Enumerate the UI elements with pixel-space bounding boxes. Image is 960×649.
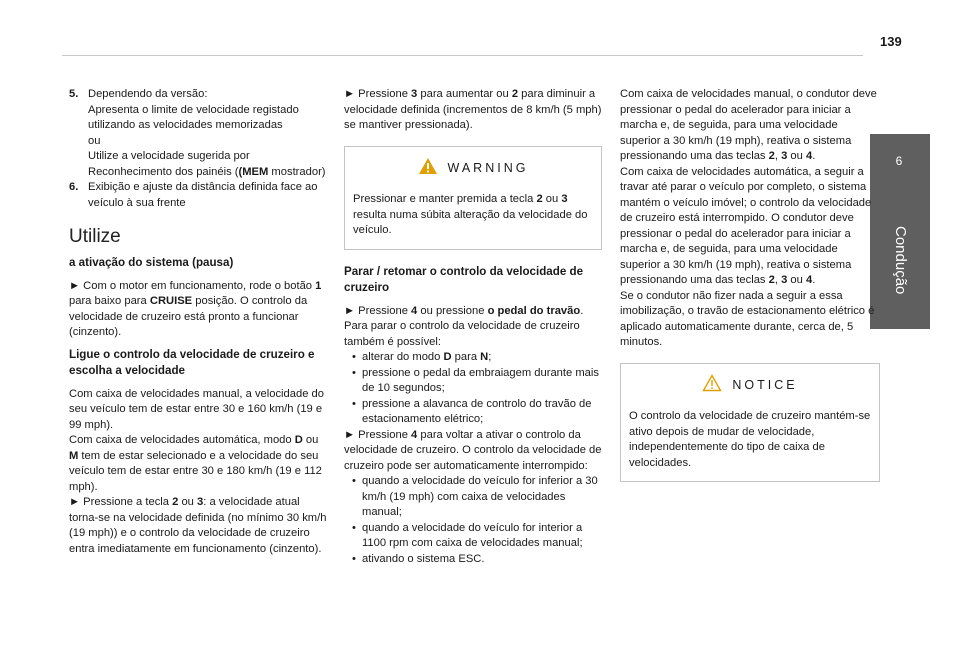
subheading: a ativação do sistema (pausa)	[69, 255, 234, 269]
notice-box	[620, 363, 880, 483]
bullet-list	[344, 474, 602, 567]
page-number: 139	[880, 34, 902, 49]
paragraph: Com caixa de velocidades manual, o condutor deve pressionar o pedal do acelerador para iniciar a marcha e, de seguida, para uma velocidade superior a 30 km/h (19 mph), reativa o sistema pressionando uma das teclas 2, 3 ou 4.	[620, 88, 877, 162]
bullet-list	[344, 350, 602, 428]
column-1	[69, 87, 327, 557]
column-2	[344, 87, 602, 567]
list-item: • ativando o sistema ESC.	[344, 552, 602, 568]
item-text: Apresenta o limite de velocidade registado utilizando as velocidades memorizadas	[88, 103, 299, 131]
chapter-title: Condução	[892, 226, 909, 295]
column-3	[620, 87, 880, 496]
section-heading: Utilize	[69, 226, 121, 247]
paragraph: Com caixa de velocidades automática, modo D ou M tem de estar selecionado e a velocidade do seu veículo tem de estar entre 30 e 180 km/h (19 e 112 mph).	[69, 434, 322, 493]
item-text: Utilize a velocidade sugerida por Reconhecimento dos painéis ((MEM mostrador)	[88, 150, 326, 178]
paragraph: Com caixa de velocidades automática, a seguir a travar até parar o veículo por completo, o sistema mantém o veículo imóvel; o controlo da velocidade de cruzeiro está interrompido. O condutor deve pressionar o pedal do acelerador para iniciar a marcha e, de seguida, para uma velocidade superior a 30 km/h (19 mph), reativa o sistema pressionando uma das teclas 2, 3 ou 4.	[620, 165, 872, 286]
notice-title: NOTICE	[732, 377, 798, 392]
list-item: • pressione o pedal da embraiagem durante mais de 10 segundos;	[344, 366, 602, 397]
notice-text: O controlo da velocidade de cruzeiro mantém-se ativo depois de mudar de velocidade, independentemente do tipo de caixa de velocidades.	[629, 410, 871, 469]
notice-header	[629, 374, 871, 398]
list-item-6	[69, 180, 327, 211]
list-item: • pressione a alavanca de controlo do travão de estacionamento elétrico;	[344, 397, 602, 428]
list-item: • quando a velocidade do veículo for interior a 1100 rpm com caixa de velocidades manual;	[344, 521, 602, 552]
list-item: • quando a velocidade do veículo for inferior a 30 km/h (19 mph) com caixa de velocidades manual;	[344, 474, 602, 521]
item-number: 5.	[69, 88, 79, 100]
subheading: Parar / retomar o controlo da velocidade de cruzeiro	[344, 264, 584, 294]
paragraph: Com caixa de velocidades manual, a velocidade do seu veículo tem de estar entre 30 e 160 km/h (19 e 99 mph).	[69, 387, 324, 431]
paragraph: ► Pressione 4 ou pressione o pedal do travão. Para parar o controlo da velocidade de cruzeiro também é possível:	[344, 304, 584, 348]
item-text: Dependendo da versão:	[88, 88, 208, 100]
header-divider	[62, 55, 863, 56]
warning-header	[353, 157, 593, 181]
paragraph: ► Pressione a tecla 2 ou 3: a velocidade atual torna-se na velocidade definida (no mínimo 30 km/h (19 mph)) e o controlo da velocidade de cruzeiro entra imediatamente em funcionamento (cinzento).	[69, 496, 327, 555]
paragraph: Se o condutor não fizer nada a seguir a essa imobilização, o travão de estacionamento elétrico é aplicado automaticamente durante, cerca de, 5 minutos.	[620, 289, 875, 348]
chapter-number: 6	[895, 154, 903, 168]
warning-box	[344, 146, 602, 250]
list-item-5	[69, 87, 327, 180]
item-number: 6.	[69, 181, 79, 193]
paragraph: ► Pressione 3 para aumentar ou 2 para diminuir a velocidade definida (incrementos de 8 km/h (5 mph) se mantiver pressionada).	[344, 88, 602, 131]
paragraph: ► Com o motor em funcionamento, rode o botão 1 para baixo para CRUISE posição. O controlo da velocidade de cruzeiro está pronto a funcionar (cinzento).	[69, 279, 322, 338]
warning-icon	[418, 157, 438, 181]
warning-text: Pressionar e manter premida a tecla 2 ou 3 resulta numa súbita alteração da velocidade do veículo.	[353, 193, 588, 236]
notice-icon	[702, 374, 722, 398]
subheading: Ligue o controlo da velocidade de cruzeiro e escolha a velocidade	[69, 347, 315, 377]
item-text: ou	[88, 134, 101, 147]
warning-title: WARNING	[447, 160, 529, 175]
list-item: • alterar do modo D para N;	[344, 350, 602, 366]
item-text: Exibição e ajuste da distância definida face ao veículo à sua frente	[88, 181, 318, 209]
paragraph: ► Pressione 4 para voltar a ativar o controlo da velocidade de cruzeiro. O controlo da velocidade de cruzeiro pode ser automaticamente interrompido:	[344, 428, 602, 472]
